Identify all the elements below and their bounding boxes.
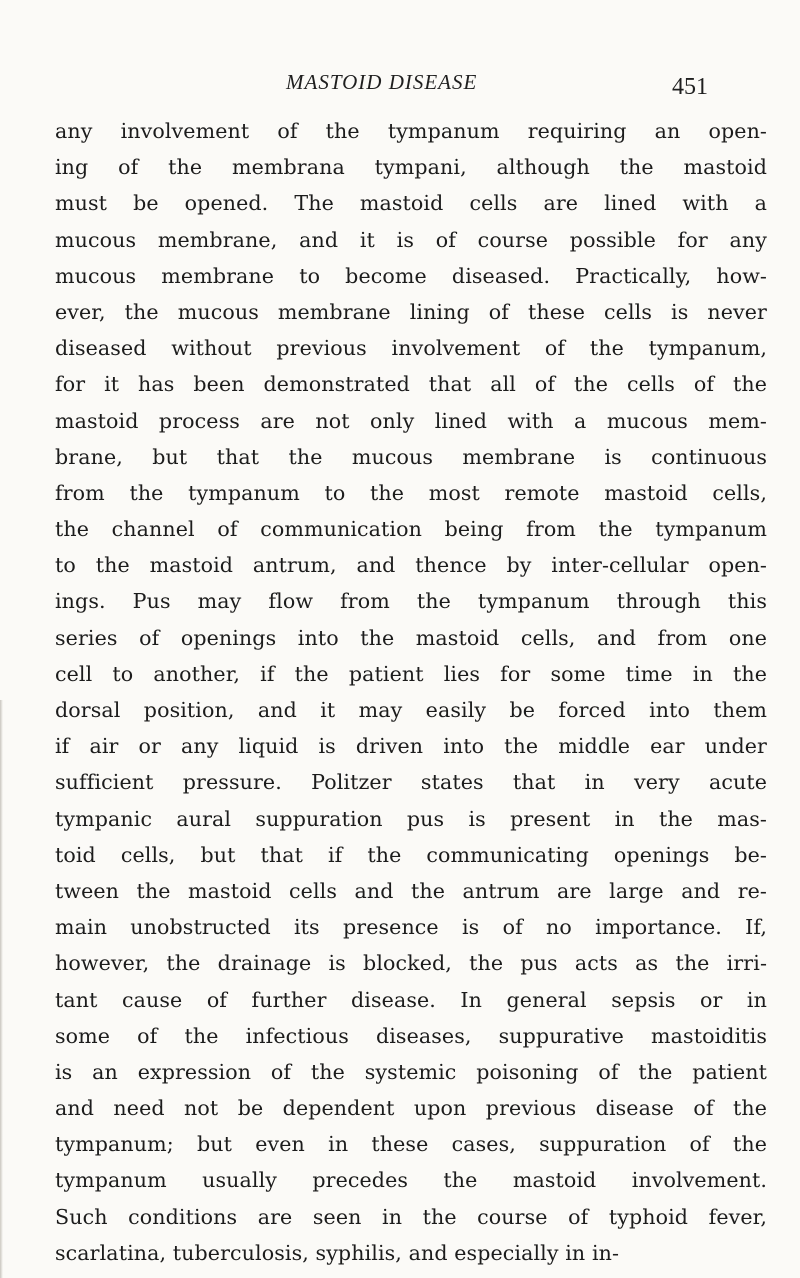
text-line: tympanum; but even in these cases, suppuration of the bbox=[55, 1132, 767, 1157]
text-line: must be opened. The mastoid cells are lined with a bbox=[55, 191, 767, 216]
text-line: tympanic aural suppuration pus is present in the mas- bbox=[55, 806, 767, 831]
text-line: however, the drainage is blocked, the pus acts as the irri- bbox=[55, 951, 767, 976]
running-header bbox=[0, 70, 800, 106]
text-line: series of openings into the mastoid cells, and from one bbox=[55, 625, 767, 650]
text-line: to the mastoid antrum, and thence by inter-cellular open- bbox=[55, 553, 767, 578]
text-line: the channel of communication being from the tympanum bbox=[55, 517, 767, 542]
text-line: mucous membrane, and it is of course possible for any bbox=[55, 227, 767, 252]
text-line: mastoid process are not only lined with a mucous mem- bbox=[55, 408, 767, 433]
text-line: diseased without previous involvement of the tympanum, bbox=[55, 336, 767, 361]
text-line: some of the infectious diseases, suppurative mastoiditis bbox=[55, 1023, 767, 1048]
text-line: ings. Pus may flow from the tympanum through this bbox=[55, 589, 767, 614]
text-line: ever, the mucous membrane lining of these cells is never bbox=[55, 299, 767, 324]
text-line: ing of the membrana tympani, although the mastoid bbox=[55, 155, 767, 180]
text-line: main unobstructed its presence is of no importance. If, bbox=[55, 915, 767, 940]
text-line: toid cells, but that if the communicating openings be- bbox=[55, 842, 767, 867]
page-edge-mark bbox=[0, 1170, 23, 1260]
text-line: is an expression of the systemic poisoning of the patient bbox=[55, 1059, 767, 1084]
text-line: tant cause of further disease. In general sepsis or in bbox=[55, 987, 767, 1012]
text-line: and need not be dependent upon previous disease of the bbox=[55, 1096, 767, 1121]
text-line: tympanum usually precedes the mastoid involvement. bbox=[55, 1168, 767, 1193]
page-number: 451 bbox=[672, 74, 708, 100]
text-line: for it has been demonstrated that all of the cells of the bbox=[55, 372, 767, 397]
text-line: cell to another, if the patient lies for some time in the bbox=[55, 661, 767, 686]
text-line: scarlatina, tuberculosis, syphilis, and especially in in- bbox=[55, 1240, 620, 1265]
text-line: brane, but that the mucous membrane is continuous bbox=[55, 444, 767, 469]
text-line: sufficient pressure. Politzer states that in very acute bbox=[55, 770, 767, 795]
running-title: MASTOID DISEASE bbox=[286, 70, 478, 94]
text-line: dorsal position, and it may easily be forced into them bbox=[55, 698, 767, 722]
text-line: mucous membrane to become diseased. Practically, how- bbox=[55, 263, 767, 288]
body-text bbox=[55, 113, 767, 1271]
text-line: Such conditions are seen in the course of typhoid fever, bbox=[55, 1204, 767, 1229]
text-line: any involvement of the tympanum requiring an open- bbox=[55, 119, 767, 143]
text-line: tween the mastoid cells and the antrum are large and re- bbox=[55, 878, 767, 903]
text-line: if air or any liquid is driven into the middle ear under bbox=[55, 734, 767, 759]
text-line: from the tympanum to the most remote mastoid cells, bbox=[55, 480, 767, 505]
